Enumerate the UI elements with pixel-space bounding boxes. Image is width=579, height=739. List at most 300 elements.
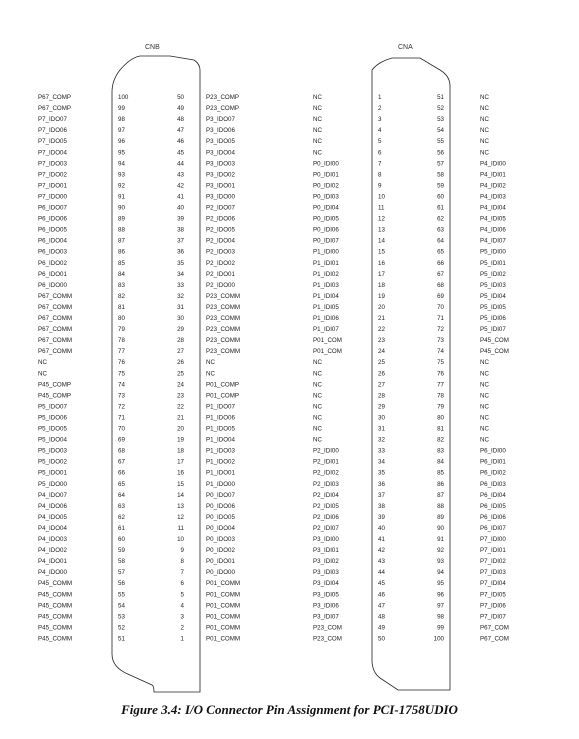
left-signal-label: P7_IDO04 (38, 149, 67, 157)
left-pin-number: 76 (118, 359, 125, 367)
left-pin-number: 62 (118, 513, 125, 521)
right-signal-label: P01_COMP (206, 392, 240, 400)
right-signal-label: P4_IDI04 (480, 204, 506, 212)
right-pin-number: 36 (177, 248, 184, 256)
left-signal-label: P5_IDO03 (38, 447, 67, 455)
right-pin-number: 40 (177, 204, 184, 212)
right-pin-number: 56 (437, 149, 444, 157)
left-pin-number: 35 (378, 469, 385, 477)
right-signal-label: P6_IDI01 (480, 458, 506, 466)
left-pin-number: 55 (118, 591, 125, 599)
cnb-pin-rows (38, 94, 240, 642)
right-signal-label: P0_IDO03 (206, 536, 235, 543)
left-pin-number: 5 (378, 138, 382, 146)
right-pin-number: 43 (177, 171, 184, 179)
right-signal-label: P45_COM (480, 348, 509, 356)
right-signal-label: P4_IDI06 (480, 226, 506, 234)
right-pin-number: 88 (437, 502, 444, 510)
right-signal-label: P7_IDI01 (480, 547, 506, 555)
right-signal-label: P6_IDI02 (480, 469, 506, 477)
right-signal-label: P23_COMM (206, 292, 241, 300)
right-pin-number: 94 (437, 569, 444, 577)
right-signal-label: P0_IDO06 (206, 502, 235, 510)
right-pin-number: 27 (177, 348, 184, 356)
right-pin-number: 61 (437, 204, 444, 212)
right-signal-label: P6_IDI05 (480, 502, 506, 510)
right-pin-number: 46 (177, 138, 184, 146)
right-signal-label: NC (480, 149, 489, 157)
right-pin-number: 78 (437, 392, 444, 400)
right-signal-label: NC (480, 359, 489, 367)
left-signal-label: P67_COMM (38, 292, 73, 300)
left-pin-number: 38 (378, 502, 385, 510)
left-pin-number: 84 (118, 270, 125, 278)
left-pin-number: 93 (118, 171, 125, 179)
right-pin-number: 92 (437, 547, 444, 555)
left-signal-label: P6_IDO07 (38, 204, 67, 212)
left-pin-number: 17 (378, 270, 385, 278)
right-signal-label: NC (480, 370, 489, 378)
left-signal-label: P45_COMM (38, 591, 73, 599)
right-signal-label: P0_IDO07 (206, 491, 235, 499)
left-pin-number: 75 (118, 370, 125, 378)
left-pin-number: 60 (118, 536, 125, 543)
right-pin-number: 74 (437, 348, 444, 356)
left-pin-number: 53 (118, 613, 125, 621)
right-pin-number: 81 (437, 425, 444, 433)
right-signal-label: P5_IDI02 (480, 270, 506, 278)
right-signal-label: P1_IDO05 (206, 425, 235, 433)
left-pin-number: 6 (378, 149, 382, 157)
left-signal-label: P2_IDI01 (313, 458, 339, 466)
right-signal-label: P1_IDO03 (206, 447, 235, 455)
right-signal-label: P6_IDI07 (480, 524, 506, 532)
left-pin-number: 8 (378, 171, 382, 179)
left-signal-label: P4_IDO06 (38, 502, 67, 510)
right-signal-label: NC (480, 116, 489, 124)
right-pin-number: 6 (180, 580, 184, 588)
left-signal-label: P5_IDO00 (38, 480, 67, 488)
right-pin-number: 12 (177, 513, 184, 521)
left-signal-label: P45_COMM (38, 624, 73, 632)
right-pin-number: 95 (437, 580, 444, 588)
left-pin-number: 36 (378, 480, 385, 488)
right-signal-label: NC (480, 436, 489, 444)
left-pin-number: 78 (118, 337, 125, 345)
left-signal-label: P3_IDI00 (313, 536, 339, 543)
left-pin-number: 94 (118, 160, 125, 168)
left-pin-number: 88 (118, 226, 125, 234)
right-pin-number: 82 (437, 436, 444, 444)
left-signal-label: P4_IDO00 (38, 569, 67, 577)
right-pin-number: 49 (177, 105, 184, 113)
right-signal-label: P0_IDO05 (206, 513, 235, 521)
right-pin-number: 57 (437, 160, 444, 168)
left-signal-label: P1_IDI04 (313, 292, 339, 300)
right-signal-label: P1_IDO01 (206, 469, 235, 477)
right-pin-number: 31 (177, 303, 184, 311)
right-pin-number: 52 (437, 105, 444, 113)
left-signal-label: P6_IDO00 (38, 281, 67, 289)
left-signal-label: P4_IDO05 (38, 513, 67, 521)
right-pin-number: 58 (437, 171, 444, 179)
right-pin-number: 38 (177, 226, 184, 234)
right-signal-label: P01_COMM (206, 591, 241, 599)
left-signal-label: P1_IDI06 (313, 315, 339, 322)
right-pin-number: 59 (437, 182, 444, 190)
cna-connector-label: CNA (398, 44, 413, 51)
left-pin-number: 16 (378, 259, 385, 267)
right-pin-number: 10 (177, 536, 184, 543)
right-signal-label: P2_IDO07 (206, 204, 235, 212)
left-signal-label: NC (38, 370, 47, 378)
right-pin-number: 23 (177, 392, 184, 400)
right-pin-number: 69 (437, 292, 444, 300)
right-pin-number: 79 (437, 403, 444, 411)
right-signal-label: NC (480, 105, 489, 113)
left-signal-label: P5_IDO07 (38, 403, 67, 411)
left-signal-label: P0_IDI04 (313, 204, 339, 212)
left-pin-number: 41 (378, 536, 385, 543)
left-pin-number: 63 (118, 502, 125, 510)
left-signal-label: P0_IDI06 (313, 226, 339, 234)
left-pin-number: 71 (118, 414, 125, 422)
left-pin-number: 49 (378, 624, 385, 632)
figure-caption: Figure 3.4: I/O Connector Pin Assignment for PCI-1758UDIO (121, 702, 458, 717)
left-signal-label: P67_COMM (38, 348, 73, 356)
left-signal-label: P23_COM (313, 624, 342, 632)
left-pin-number: 72 (118, 403, 125, 411)
right-pin-number: 54 (437, 127, 444, 135)
left-pin-number: 95 (118, 149, 125, 157)
right-pin-number: 73 (437, 337, 444, 345)
right-signal-label: P2_IDO03 (206, 248, 235, 256)
right-signal-label: P5_IDI00 (480, 248, 506, 256)
left-pin-number: 33 (378, 447, 385, 455)
left-pin-number: 14 (378, 237, 385, 245)
right-signal-label: P3_IDO05 (206, 138, 235, 146)
left-pin-number: 37 (378, 491, 385, 499)
left-pin-number: 7 (378, 160, 382, 168)
left-pin-number: 31 (378, 425, 385, 433)
left-signal-label: P3_IDI01 (313, 547, 339, 555)
right-signal-label: P01_COMM (206, 602, 241, 610)
right-signal-label: P2_IDO02 (206, 259, 235, 267)
right-signal-label: P1_IDO06 (206, 414, 235, 422)
right-signal-label: P7_IDI03 (480, 569, 506, 577)
left-pin-number: 26 (378, 370, 385, 378)
left-pin-number: 50 (378, 635, 385, 643)
left-pin-number: 24 (378, 348, 385, 356)
left-signal-label: P4_IDO03 (38, 536, 67, 543)
left-pin-number: 67 (118, 458, 125, 466)
right-pin-number: 34 (177, 270, 184, 278)
right-pin-number: 26 (177, 359, 184, 367)
right-signal-label: P7_IDI00 (480, 536, 506, 543)
left-signal-label: P45_COMM (38, 602, 73, 610)
right-pin-number: 5 (180, 591, 184, 599)
left-signal-label: P0_IDI00 (313, 160, 339, 168)
right-pin-number: 33 (177, 281, 184, 289)
left-signal-label: P7_IDO06 (38, 127, 67, 135)
right-pin-number: 13 (177, 502, 184, 510)
left-signal-label: P6_IDO04 (38, 237, 67, 245)
left-signal-label: P7_IDO07 (38, 116, 67, 124)
left-signal-label: P3_IDI07 (313, 613, 339, 621)
right-signal-label: P1_IDO07 (206, 403, 235, 411)
left-pin-number: 51 (118, 635, 125, 643)
right-signal-label: NC (480, 381, 489, 389)
left-signal-label: P0_IDI03 (313, 193, 339, 201)
left-pin-number: 28 (378, 392, 385, 400)
right-pin-number: 72 (437, 326, 444, 334)
right-pin-number: 70 (437, 303, 444, 311)
left-signal-label: P2_IDI04 (313, 491, 339, 499)
right-pin-number: 7 (180, 569, 184, 577)
left-pin-number: 1 (378, 94, 382, 101)
right-pin-number: 89 (437, 513, 444, 521)
right-pin-number: 62 (437, 215, 444, 223)
right-signal-label: P4_IDI01 (480, 171, 506, 179)
right-pin-number: 2 (180, 624, 184, 632)
right-pin-number: 48 (177, 116, 184, 124)
right-signal-label: P67_COM (480, 635, 509, 643)
right-signal-label: P23_COMM (206, 326, 241, 334)
left-pin-number: 57 (118, 569, 125, 577)
left-signal-label: NC (313, 425, 322, 433)
right-pin-number: 25 (177, 370, 184, 378)
left-signal-label: NC (313, 381, 322, 389)
right-signal-label: P3_IDO06 (206, 127, 235, 135)
left-signal-label: P67_COMM (38, 326, 73, 334)
right-signal-label: P23_COMM (206, 303, 241, 311)
left-signal-label: P2_IDI06 (313, 513, 339, 521)
left-signal-label: NC (313, 105, 322, 113)
left-signal-label: P0_IDI01 (313, 171, 339, 179)
right-signal-label: P01_COMM (206, 613, 241, 621)
right-signal-label: P01_COMP (206, 381, 240, 389)
right-signal-label: P7_IDI06 (480, 602, 506, 610)
right-pin-number: 3 (180, 613, 184, 621)
left-pin-number: 91 (118, 193, 125, 201)
left-signal-label: P3_IDI03 (313, 569, 339, 577)
right-signal-label: P0_IDO00 (206, 569, 235, 577)
right-signal-label: P5_IDI07 (480, 326, 506, 334)
right-signal-label: P2_IDO01 (206, 270, 235, 278)
left-pin-number: 66 (118, 469, 125, 477)
left-pin-number: 9 (378, 182, 382, 190)
right-pin-number: 77 (437, 381, 444, 389)
right-pin-number: 45 (177, 149, 184, 157)
right-pin-number: 97 (437, 602, 444, 610)
left-signal-label: P6_IDO02 (38, 259, 67, 267)
right-signal-label: P5_IDI05 (480, 303, 506, 311)
left-pin-number: 59 (118, 547, 125, 555)
left-signal-label: P5_IDO05 (38, 425, 67, 433)
left-signal-label: P1_IDI02 (313, 270, 339, 278)
right-signal-label: NC (206, 370, 215, 378)
left-pin-number: 43 (378, 558, 385, 566)
left-pin-number: 27 (378, 381, 385, 389)
left-pin-number: 65 (118, 480, 125, 488)
right-signal-label: P1_IDO00 (206, 480, 235, 488)
left-pin-number: 18 (378, 281, 385, 289)
left-pin-number: 96 (118, 138, 125, 146)
right-pin-number: 87 (437, 491, 444, 499)
left-signal-label: P67_COMP (38, 94, 72, 101)
left-signal-label: P2_IDI02 (313, 469, 339, 477)
right-pin-number: 96 (437, 591, 444, 599)
left-pin-number: 13 (378, 226, 385, 234)
right-pin-number: 71 (437, 315, 444, 322)
left-pin-number: 99 (118, 105, 125, 113)
left-signal-label: NC (313, 149, 322, 157)
left-signal-label: P3_IDI04 (313, 580, 339, 588)
left-pin-number: 77 (118, 348, 125, 356)
left-pin-number: 52 (118, 624, 125, 632)
left-pin-number: 97 (118, 127, 125, 135)
left-signal-label: P7_IDO02 (38, 171, 67, 179)
left-signal-label: P23_COM (313, 635, 342, 643)
left-signal-label: NC (38, 359, 47, 367)
left-signal-label: P4_IDO02 (38, 547, 67, 555)
right-pin-number: 75 (437, 359, 444, 367)
right-pin-number: 80 (437, 414, 444, 422)
right-signal-label: P45_COM (480, 337, 509, 345)
cnb-connector-outline (112, 56, 200, 692)
left-signal-label: NC (313, 116, 322, 124)
right-signal-label: P5_IDI04 (480, 292, 506, 300)
left-pin-number: 25 (378, 359, 385, 367)
left-signal-label: P2_IDI03 (313, 480, 339, 488)
right-pin-number: 21 (177, 414, 184, 422)
left-pin-number: 70 (118, 425, 125, 433)
left-signal-label: NC (313, 370, 322, 378)
right-signal-label: P0_IDO02 (206, 547, 235, 555)
left-pin-number: 56 (118, 580, 125, 588)
right-pin-number: 85 (437, 469, 444, 477)
right-pin-number: 53 (437, 116, 444, 124)
left-pin-number: 100 (118, 94, 129, 101)
left-signal-label: P2_IDI00 (313, 447, 339, 455)
left-signal-label: P67_COMM (38, 337, 73, 345)
right-pin-number: 64 (437, 237, 444, 245)
right-signal-label: P5_IDI06 (480, 315, 506, 322)
right-pin-number: 1 (180, 635, 184, 643)
right-pin-number: 18 (177, 447, 184, 455)
left-pin-number: 64 (118, 491, 125, 499)
left-signal-label: P3_IDI05 (313, 591, 339, 599)
right-pin-number: 17 (177, 458, 184, 466)
right-pin-number: 16 (177, 469, 184, 477)
right-pin-number: 50 (177, 94, 184, 101)
left-signal-label: P7_IDO03 (38, 160, 67, 168)
right-signal-label: P23_COMM (206, 315, 241, 322)
right-pin-number: 65 (437, 248, 444, 256)
right-signal-label: P67_COM (480, 624, 509, 632)
right-pin-number: 60 (437, 193, 444, 201)
right-signal-label: P3_IDO02 (206, 171, 235, 179)
left-pin-number: 92 (118, 182, 125, 190)
right-pin-number: 86 (437, 480, 444, 488)
left-pin-number: 21 (378, 315, 385, 322)
left-signal-label: NC (313, 127, 322, 135)
right-signal-label: NC (206, 359, 215, 367)
left-signal-label: P1_IDI01 (313, 259, 339, 267)
right-pin-number: 14 (177, 491, 184, 499)
left-signal-label: P3_IDI02 (313, 558, 339, 566)
left-pin-number: 29 (378, 403, 385, 411)
left-pin-number: 32 (378, 436, 385, 444)
left-pin-number: 87 (118, 237, 125, 245)
right-signal-label: NC (480, 425, 489, 433)
left-signal-label: P2_IDI07 (313, 524, 339, 532)
right-pin-number: 32 (177, 292, 184, 300)
left-pin-number: 39 (378, 513, 385, 521)
left-signal-label: P6_IDO03 (38, 248, 67, 256)
right-signal-label: P1_IDO04 (206, 436, 235, 444)
right-pin-number: 66 (437, 259, 444, 267)
right-signal-label: P23_COMP (206, 94, 240, 101)
left-signal-label: NC (313, 392, 322, 400)
right-signal-label: P01_COMM (206, 580, 241, 588)
left-signal-label: P67_COMM (38, 315, 73, 322)
right-pin-number: 98 (437, 613, 444, 621)
left-pin-number: 10 (378, 193, 385, 201)
right-pin-number: 99 (437, 624, 444, 632)
right-signal-label: P7_IDI05 (480, 591, 506, 599)
right-pin-number: 39 (177, 215, 184, 223)
left-signal-label: P6_IDO06 (38, 215, 67, 223)
right-pin-number: 83 (437, 447, 444, 455)
left-signal-label: P45_COMM (38, 613, 73, 621)
right-signal-label: NC (480, 138, 489, 146)
left-signal-label: NC (313, 414, 322, 422)
left-signal-label: P5_IDO02 (38, 458, 67, 466)
right-pin-number: 4 (180, 602, 184, 610)
right-signal-label: P1_IDO02 (206, 458, 235, 466)
right-pin-number: 100 (433, 635, 444, 643)
right-signal-label: P7_IDI04 (480, 580, 506, 588)
right-pin-number: 9 (180, 547, 184, 555)
left-pin-number: 68 (118, 447, 125, 455)
right-signal-label: P2_IDO06 (206, 215, 235, 223)
right-signal-label: P01_COMM (206, 624, 241, 632)
left-signal-label: P5_IDO04 (38, 436, 67, 444)
left-pin-number: 40 (378, 524, 385, 532)
left-pin-number: 46 (378, 591, 385, 599)
right-pin-number: 47 (177, 127, 184, 135)
left-signal-label: P5_IDO06 (38, 414, 67, 422)
right-signal-label: P3_IDO04 (206, 149, 235, 157)
right-pin-number: 15 (177, 480, 184, 488)
right-signal-label: P6_IDI04 (480, 491, 506, 499)
left-pin-number: 80 (118, 315, 125, 322)
right-signal-label: P01_COMM (206, 635, 241, 643)
left-signal-label: P1_IDI05 (313, 303, 339, 311)
left-pin-number: 58 (118, 558, 125, 566)
right-pin-number: 68 (437, 281, 444, 289)
left-pin-number: 54 (118, 602, 125, 610)
right-signal-label: NC (480, 94, 489, 101)
left-signal-label: P3_IDI06 (313, 602, 339, 610)
right-pin-number: 11 (177, 524, 184, 532)
right-signal-label: P3_IDO03 (206, 160, 235, 168)
right-pin-number: 84 (437, 458, 444, 466)
right-pin-number: 35 (177, 259, 184, 267)
right-pin-number: 41 (177, 193, 184, 201)
left-signal-label: P6_IDO01 (38, 270, 67, 278)
